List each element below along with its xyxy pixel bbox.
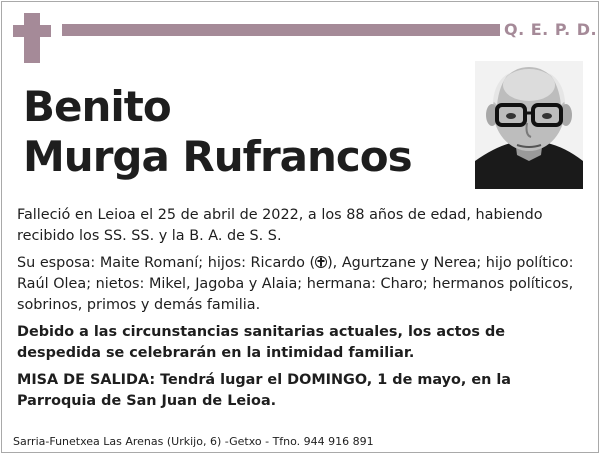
surnames: Murga Rufrancos [23,132,412,181]
notice-body [17,205,589,418]
first-name: Benito [23,82,171,131]
cross-icon [13,13,51,63]
funeral-home-footer: Sarria-Funetxea Las Arenas (Urkijo, 6) -Getxo - Tfno. 944 916 891 [13,435,374,448]
deceased-name [23,82,412,182]
death-statement: Falleció en Leioa el 25 de abril de 2022, a los 88 años de edad, habiendo recibido los SS. SS. y la B. A. de S. S. [17,207,543,244]
covid-note: Debido a las circunstancias sanitarias actuales, los actos de despedida se celebrarán en la intimidad familiar. [17,324,506,361]
obituary-notice [1,1,599,453]
small-cross-icon [315,255,327,269]
portrait-photo [475,61,583,189]
family-list-part-2: ), Agurtzane y Nerea; hijo político: Raúl Olea; nietos: Mikel, Jagoba y Alaia; hermana: Charo; hermanos políticos, sobrinos, primos y demás familia. [17,255,574,313]
qepd-label: Q. E. P. D. [504,20,598,39]
family-list [17,253,589,316]
mass-info: MISA DE SALIDA: Tendrá lugar el DOMINGO, 1 de mayo, en la Parroquia de San Juan de Leioa. [17,372,512,409]
family-list-part-1: Su esposa: Maite Romaní; hijos: Ricardo ( [17,255,316,271]
header-bar [62,24,500,36]
